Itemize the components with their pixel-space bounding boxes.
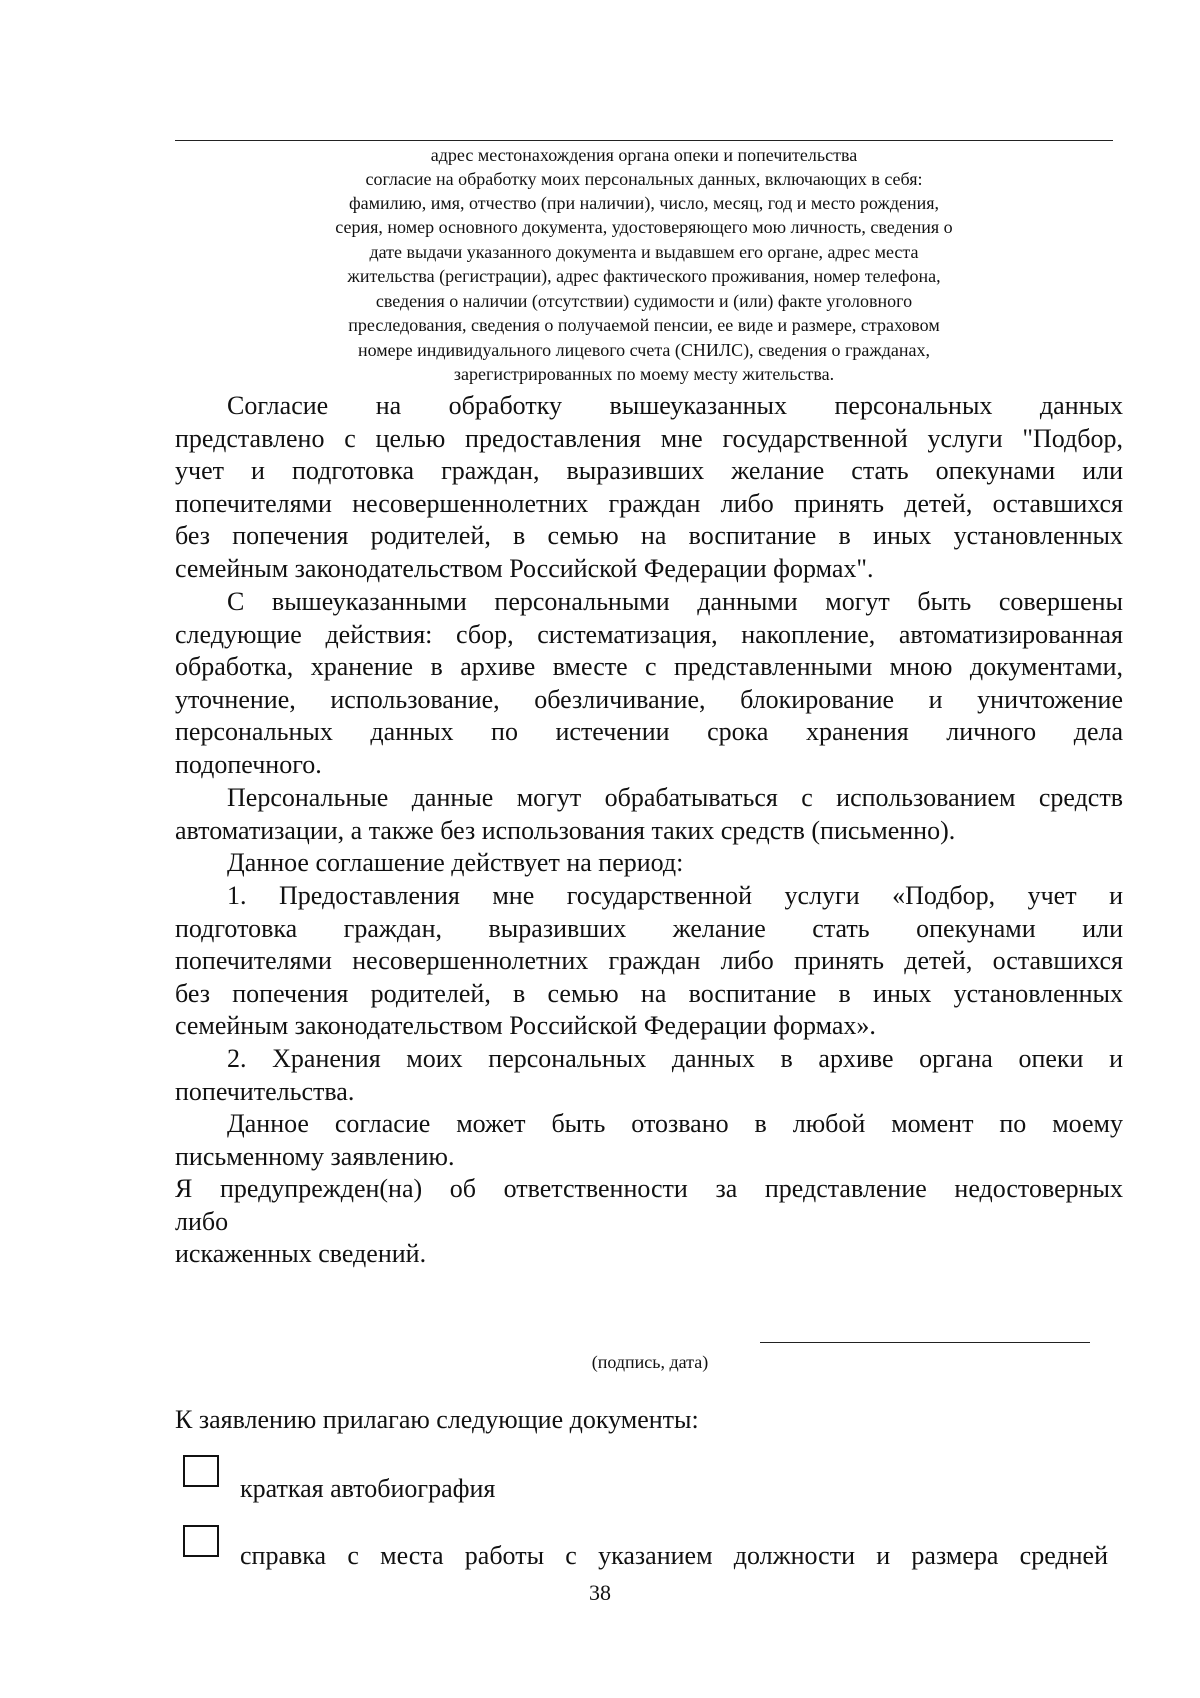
paragraph-purpose <box>175 390 1123 585</box>
consent-line: преследования, сведения о получаемой пенсии, ее виде и размере, страховом <box>348 315 940 335</box>
consent-line: жительства (регистрации), адрес фактического проживания, номер телефона, <box>347 266 941 286</box>
text-line: Данное согласие может быть отозвано в любой момент по моему <box>227 1109 1123 1138</box>
consent-line: серия, номер основного документа, удостоверяющего мою личность, сведения о <box>335 217 953 237</box>
paragraph-withdrawal <box>175 1108 1123 1173</box>
text-line: без попечения родителей, в семью на воспитание в иных установленных <box>175 978 1123 1008</box>
autobiography-label: краткая автобиография <box>240 1474 496 1503</box>
signature-line[interactable] <box>760 1342 1090 1343</box>
consent-line: сведения о наличии (отсутствии) судимости и (или) факте уголовного <box>375 291 913 311</box>
text-line: семейным законодательством Российской Федерации формах". <box>175 553 874 583</box>
autobiography-checkbox[interactable] <box>183 1455 219 1487</box>
text-line: без попечения родителей, в семью на воспитание в иных установленных <box>175 521 1123 550</box>
text-line: уточнение, использование, обезличивание, блокирование и уничтожение <box>175 684 1123 714</box>
attachments-heading: К заявлению прилагаю следующие документы: <box>175 1405 699 1434</box>
text-line: семейным законодательством Российской Федерации формах». <box>175 1011 876 1040</box>
text-line: подопечного. <box>175 749 322 779</box>
signature-caption: (подпись, дата) <box>591 1352 709 1372</box>
text-line: 2. Хранения моих персональных данных в архиве органа опеки и <box>227 1044 1123 1073</box>
text-line: Персональные данные могут обрабатываться с использованием средств <box>227 783 1123 812</box>
page-number: 38 <box>589 1580 611 1605</box>
consent-line: фамилию, имя, отчество (при наличии), число, месяц, год и место рождения, <box>348 193 940 213</box>
paragraph-period-item-2 <box>175 1043 1123 1108</box>
text-line: попечителями несовершеннолетних граждан либо принять детей, оставшихся <box>175 946 1123 975</box>
text-line: учет и подготовка граждан, выразивших желание стать опекунами или <box>175 456 1123 485</box>
address-caption: адрес местонахождения органа опеки и попечительства <box>430 145 858 165</box>
consent-line: дате выдачи указанного документа и выдавшем его органе, адрес места <box>369 242 919 262</box>
text-line: представлено с целью предоставления мне государственной услуги "Подбор, <box>175 423 1123 453</box>
consent-line: зарегистрированных по моему месту жительства. <box>453 364 835 384</box>
employment-certificate-label: справка с места работы с указанием должности и размера средней <box>240 1541 1108 1570</box>
consent-line: согласие на обработку моих персональных данных, включающих в себя: <box>365 169 923 189</box>
employment-certificate-checkbox[interactable] <box>183 1525 219 1557</box>
text-line: письменному заявлению. <box>175 1141 455 1171</box>
text-line: Я предупрежден(на) об ответственности за представление недостоверных <box>175 1174 1123 1203</box>
text-line: попечительства. <box>175 1076 355 1106</box>
text-line: обработка, хранение в архиве вместе с представленными мною документами, <box>175 652 1123 681</box>
text-line: автоматизации, а также без использования таких средств (письменно). <box>175 815 956 845</box>
paragraph-warning <box>175 1173 1123 1271</box>
paragraph-period <box>175 847 1123 880</box>
text-line: либо <box>175 1206 229 1236</box>
text-line: искаженных сведений. <box>175 1239 427 1268</box>
paragraph-period-item-1 <box>175 880 1123 1043</box>
text-line: следующие действия: сбор, систематизация, накопление, автоматизированная <box>175 619 1123 649</box>
text-line: подготовка граждан, выразивших желание стать опекунами или <box>175 913 1123 943</box>
address-underline <box>175 140 1113 141</box>
text-line: С вышеуказанными персональными данными могут быть совершены <box>227 587 1123 616</box>
paragraph-automation <box>175 782 1123 847</box>
paragraph-actions <box>175 586 1123 781</box>
text-line: персональных данных по истечении срока хранения личного дела <box>175 717 1123 746</box>
text-line: Согласие на обработку вышеуказанных персональных данных <box>227 391 1123 420</box>
text-line: 1. Предоставления мне государственной услуги «Подбор, учет и <box>227 881 1123 910</box>
consent-line: номере индивидуального лицевого счета (СНИЛС), сведения о гражданах, <box>357 340 931 360</box>
text-line: попечителями несовершеннолетних граждан либо принять детей, оставшихся <box>175 488 1123 518</box>
text-line: Данное соглашение действует на период: <box>227 848 684 877</box>
